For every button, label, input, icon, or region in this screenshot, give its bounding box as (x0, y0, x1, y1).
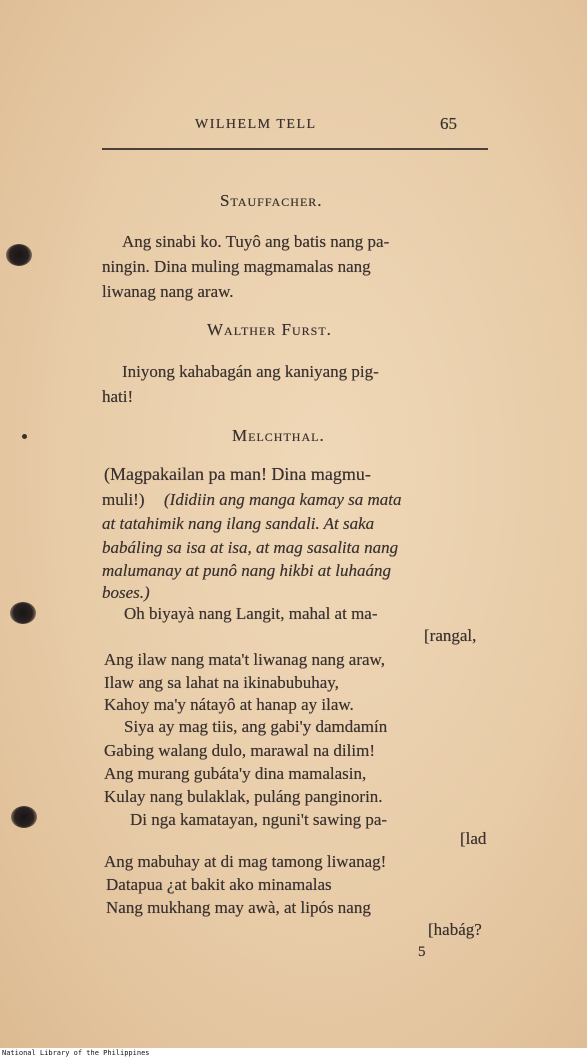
stage-direction-line: babáling sa isa at isa, at mag sasalita nang (102, 538, 399, 557)
speaker-name: Melchthal. (232, 426, 325, 445)
stage-direction-line: at tatahimik nang ilang sandali. At saka (102, 514, 375, 533)
verse-turnover: [lad (460, 829, 487, 848)
stage-direction-line: malumanay at punô nang hikbi at luhaáng (102, 561, 391, 580)
verse-line: Datapua ¿at bakit ako minamalas (106, 875, 332, 894)
verse-line: hati! (102, 387, 134, 406)
verse-line: Ilaw ang sa lahat na ikinabubuhay, (104, 673, 339, 692)
verse-line: Nang mukhang may awà, at lipós nang (106, 898, 371, 917)
verse-line: liwanag nang araw. (102, 282, 234, 301)
verse-line: Oh biyayà nang Langit, mahal at ma- (124, 604, 378, 623)
footer-credit: National Library of the Philippines (2, 1049, 150, 1057)
header-rule (102, 148, 488, 150)
verse-line: Ang mabuhay at di mag tamong liwanag! (104, 852, 387, 871)
verse-turnover: [habág? (428, 920, 482, 939)
ink-speck (22, 434, 27, 439)
signature-mark: 5 (418, 944, 426, 960)
verse-line: Di nga kamatayan, nguni't sawing pa- (130, 810, 388, 829)
binding-hole-middle (10, 602, 36, 624)
speaker-name: Walther Furst. (207, 320, 332, 339)
verse-line: muli!) (102, 490, 145, 509)
verse-line: Kulay nang bulaklak, puláng panginorin. (104, 787, 383, 806)
verse-line: Iniyong kahabagán ang kaniyang pig- (122, 362, 379, 381)
verse-line: Ang ilaw nang mata't liwanag nang araw, (104, 650, 385, 669)
speaker-name: Stauffacher. (220, 191, 323, 210)
binding-hole-top (6, 244, 32, 266)
verse-line: Ang sinabi ko. Tuyô ang batis nang pa- (122, 232, 390, 251)
verse-turnover: [rangal, (424, 626, 477, 645)
verse-line: Kahoy ma'y nátayô at hanap ay ilaw. (104, 695, 354, 714)
verse-line: Siya ay mag tiis, ang gabi'y damdamín (124, 717, 388, 736)
stage-direction-line: (Ididiin ang manga kamay sa mata (164, 490, 402, 509)
verse-line: Ang murang gubáta'y dina mamalasin, (104, 764, 367, 783)
running-title: WILHELM TELL (195, 117, 317, 132)
page-number: 65 (440, 114, 457, 133)
binding-hole-bottom (11, 806, 37, 828)
stage-direction-line: boses.) (102, 583, 150, 602)
verse-line: ningin. Dina muling magmamalas nang (102, 257, 371, 276)
verse-line: (Magpakailan pa man! Dina magmu- (104, 464, 371, 484)
verse-line: Gabing walang dulo, marawal na dilim! (104, 741, 375, 760)
